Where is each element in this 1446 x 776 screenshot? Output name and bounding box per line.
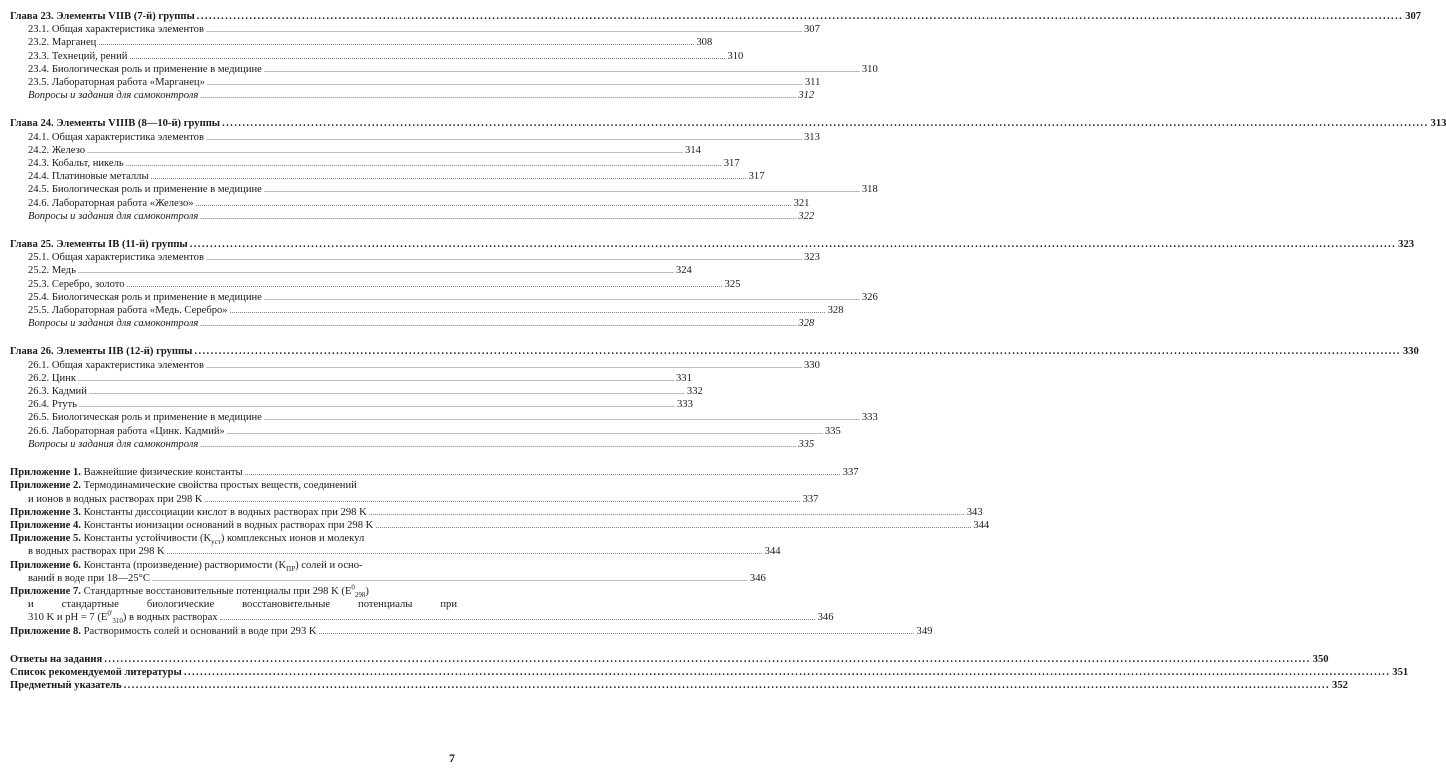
dot-leader [151,170,747,183]
page-number: 337 [842,467,859,479]
dot-leader [220,611,816,624]
appendix-text-cont: ) в водных растворах [122,612,218,624]
page-number: 350 [1312,653,1329,665]
dot-leader [222,117,1428,130]
toc-answers[interactable] [10,653,1329,666]
toc-section-25-5[interactable] [10,304,844,317]
page-number: 322 [798,210,815,222]
section-title: 23.5. Лабораторная работа «Марганец» [28,77,205,89]
chapter-title: Глава 25. Элементы IB (11-й) группы [10,239,188,251]
dot-leader [129,50,725,63]
dot-leader [206,23,802,36]
page-folio-number: 7 [449,751,455,765]
toc-subject-index[interactable] [10,679,1348,692]
dot-leader [98,36,694,49]
toc-section-23-1[interactable] [10,23,820,36]
dot-leader [206,359,802,372]
page-number: 328 [827,305,844,317]
table-of-contents [10,10,1446,692]
toc-section-23-2[interactable] [10,36,713,49]
toc-appendix-5[interactable] [10,532,781,558]
page-number: 344 [973,519,990,531]
appendix-label: Приложение 5. [10,533,81,545]
toc-section-26-1[interactable] [10,359,820,372]
page-number: 332 [686,386,703,398]
toc-section-26-3[interactable] [10,385,703,398]
questions-title: Вопросы и задания для самоконтроля [28,210,199,222]
appendix-label: Приложение 3. [10,506,81,518]
dot-leader [124,679,1330,692]
toc-appendix-2[interactable] [10,479,819,505]
page-number: 317 [748,171,765,183]
final-title: Ответы на задания [10,653,103,665]
dot-leader [264,63,860,76]
toc-section-24-5[interactable] [10,183,878,196]
toc-section-25-4[interactable] [10,291,878,304]
section-title: 24.1. Общая характеристика элементов [28,131,204,143]
page-number: 323 [1398,239,1415,251]
dot-leader [167,545,763,558]
page-number: 330 [803,359,820,371]
appendix-text: Константы ионизации оснований в водных растворах при 298 K [83,519,374,531]
section-title: 24.3. Кобальт, никель [28,158,124,170]
dot-leader [230,304,826,317]
toc-appendix-6[interactable] [10,559,766,585]
dot-leader [205,493,801,506]
page-number: 313 [803,131,820,143]
page-number: 326 [861,291,878,303]
appendix-text: Термодинамические свойства простых веществ, соединений [83,480,357,492]
section-title: 26.5. Биологическая роль и применение в медицине [28,412,262,424]
subscript: 298 [354,591,366,600]
page-number: 310 [861,63,878,75]
section-title: 23.2. Марганец [28,37,97,49]
dot-leader [206,251,802,264]
page-number: 335 [798,438,815,450]
dot-leader [319,625,915,638]
toc-section-26-6[interactable] [10,425,841,438]
questions-title: Вопросы и задания для самоконтроля [28,318,199,330]
dot-leader [200,89,796,102]
page-number: 331 [675,372,692,384]
superscript: 0 [351,583,355,592]
page-number: 330 [1402,346,1419,358]
page-number: 346 [817,612,834,624]
toc-chapter-26[interactable] [10,345,1419,358]
appendix-text-cont: 310 K и pH = 7 (E [28,612,108,624]
page-number: 307 [1405,11,1422,22]
dot-leader [245,466,841,479]
toc-chapter-23[interactable] [10,10,1422,23]
toc-section-23-3[interactable] [10,50,744,63]
page-number: 321 [793,197,810,209]
spacer [10,330,457,345]
questions-title: Вопросы и задания для самоконтроля [28,438,199,450]
section-title: 24.6. Лабораторная работа «Железо» [28,197,194,209]
section-title: 25.1. Общая характеристика элементов [28,252,204,264]
dot-leader [264,411,860,424]
section-title: 23.4. Биологическая роль и применение в медицине [28,63,262,75]
dot-leader [127,278,723,291]
dot-leader [197,10,1403,23]
page-number: 333 [861,412,878,424]
section-title: 26.1. Общая характеристика элементов [28,359,204,371]
dot-leader [227,425,823,438]
appendix-text: Константа (произведение) растворимости (K [83,559,287,571]
dot-leader [190,238,1396,251]
dot-leader [264,291,860,304]
toc-section-24-3[interactable] [10,157,740,170]
dot-leader [369,506,965,519]
toc-section-24-1[interactable] [10,131,820,144]
page-number: 325 [724,278,741,290]
final-title: Предметный указатель [10,680,122,692]
toc-section-25-3[interactable] [10,278,741,291]
chapter-title: Глава 23. Элементы VIIB (7-й) группы [10,11,195,22]
subscript: ПР [286,564,296,573]
toc-chapter-24[interactable] [10,117,1446,130]
toc-bibliography[interactable] [10,666,1409,679]
page-number: 323 [803,252,820,264]
appendix-text: Растворимость солей и оснований в воде при 293 K [83,625,317,637]
section-title: 26.2. Цинк [28,372,76,384]
toc-section-24-2[interactable] [10,144,701,157]
appendix-text: Важнейшие физические константы [83,467,243,479]
dot-leader [87,144,683,157]
section-title: 25.5. Лабораторная работа «Медь. Серебро» [28,305,228,317]
toc-appendix-8[interactable] [10,625,933,638]
toc-section-26-4[interactable] [10,398,693,411]
appendix-text: ) комплексных ионов и молекул [220,533,365,545]
section-title: 24.4. Платиновые металлы [28,171,149,183]
toc-section-25-2[interactable] [10,264,692,277]
toc-questions-23[interactable] [10,89,815,102]
page-number: 333 [676,399,693,411]
section-title: 25.4. Биологическая роль и применение в медицине [28,291,262,303]
section-title: 25.2. Медь [28,265,76,277]
spacer [10,638,457,653]
dot-leader [78,264,674,277]
spacer [10,451,457,466]
dot-leader [206,131,802,144]
dot-leader [79,398,675,411]
toc-appendix-7[interactable] [10,583,834,626]
appendix-text-cont: и стандартные биологические восстановительные потенциалы при [28,599,457,611]
page-number: 324 [675,265,692,277]
dot-leader [152,572,748,585]
toc-section-26-2[interactable] [10,372,692,385]
toc-questions-26[interactable] [10,438,815,451]
section-title: 23.1. Общая характеристика элементов [28,24,204,36]
toc-appendix-4[interactable] [10,519,990,532]
section-title: 25.3. Серебро, золото [28,278,125,290]
appendix-text: Константы диссоциации кислот в водных растворах при 298 K [83,506,367,518]
section-title: 23.3. Технеций, рений [28,50,128,62]
section-title: 24.2. Железо [28,144,86,156]
page-number: 313 [1430,118,1446,130]
appendix-text-cont: в водных растворах при 298 K [28,546,165,558]
page-number: 312 [798,90,815,102]
toc-appendix-3[interactable] [10,506,983,519]
toc-chapter-25[interactable] [10,238,1415,251]
dot-leader [200,210,796,223]
superscript: 0′ [107,609,113,618]
page-number: 307 [803,24,820,36]
page-number: 349 [916,625,933,637]
appendix-text: Константы устойчивости (K [83,533,212,545]
page-number: 335 [824,425,841,437]
section-title: 26.3. Кадмий [28,386,87,398]
final-title: Список рекомендуемой литературы [10,666,182,678]
appendix-label: Приложение 4. [10,519,81,531]
appendix-label: Приложение 2. [10,480,81,492]
spacer [10,102,457,117]
chapter-title: Глава 26. Элементы IIB (12-й) группы [10,346,193,358]
toc-questions-25[interactable] [10,317,815,330]
dot-leader [194,345,1400,358]
subscript: 310 [112,617,123,626]
dot-leader [104,653,1310,666]
toc-questions-24[interactable] [10,210,815,223]
page-number: 352 [1332,680,1348,692]
toc-section-24-4[interactable] [10,170,765,183]
appendix-label: Приложение 7. [10,585,81,597]
appendix-label: Приложение 8. [10,625,81,637]
appendix-text-cont: ваний в воде при 18—25°C [28,572,150,584]
appendix-label: Приложение 6. [10,559,81,571]
dot-leader [78,372,674,385]
dot-leader [184,666,1390,679]
page-number: 337 [802,493,819,505]
page-number: 310 [727,50,744,62]
dot-leader [200,438,796,451]
page-number: 317 [723,158,740,170]
toc-section-23-5[interactable] [10,76,821,89]
dot-leader [196,197,792,210]
section-title: 26.4. Ртуть [28,399,77,411]
page-number: 343 [966,506,983,518]
page-number: 328 [798,318,815,330]
page-number: 346 [749,572,766,584]
toc-section-26-5[interactable] [10,411,878,424]
page-number: 311 [804,77,821,89]
dot-leader [375,519,971,532]
toc-section-23-4[interactable] [10,63,878,76]
appendix-text: Стандартные восстановительные потенциалы при 298 K (E [83,585,352,597]
toc-section-25-1[interactable] [10,251,820,264]
dot-leader [89,385,685,398]
page-number: 318 [861,184,878,196]
appendix-label: Приложение 1. [10,467,81,479]
page-number: 314 [685,144,701,156]
appendix-text: ) [365,585,369,597]
toc-section-24-6[interactable] [10,197,810,210]
page-number: 351 [1392,666,1409,678]
section-title: 26.6. Лабораторная работа «Цинк. Кадмий» [28,425,225,437]
dot-leader [264,183,860,196]
questions-title: Вопросы и задания для самоконтроля [28,90,199,102]
dot-leader [207,76,803,89]
dot-leader [200,317,796,330]
section-title: 24.5. Биологическая роль и применение в медицине [28,184,262,196]
spacer [10,223,457,238]
appendix-text: ) солей и осно- [295,559,363,571]
chapter-title: Глава 24. Элементы VIIIB (8—10-й) группы [10,118,221,130]
page-number: 308 [696,37,713,49]
subscript: уст [211,538,221,547]
appendix-text-cont: и ионов в водных растворах при 298 K [28,493,203,505]
dot-leader [126,157,722,170]
page-number: 344 [764,546,781,558]
toc-appendix-1[interactable] [10,466,859,479]
